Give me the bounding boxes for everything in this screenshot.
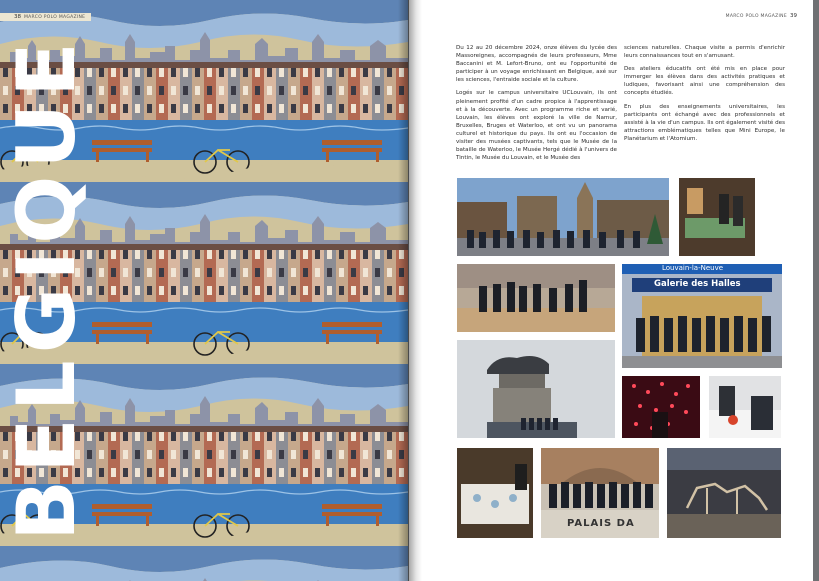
- spine-shadow: [398, 0, 422, 581]
- palais-inscription: PALAIS DA: [567, 518, 635, 529]
- sign-gallery-name: Galerie des Halles: [654, 279, 741, 289]
- photo-beach-group: [457, 264, 615, 332]
- photo-waterloo-lion: [457, 340, 615, 438]
- photo-light-installation: [622, 376, 700, 438]
- page-title: [0, 35, 97, 541]
- article-column-2: [624, 44, 785, 148]
- magazine-name: MARCO POLO MAGAZINE: [725, 13, 787, 19]
- paragraph: Des ateliers éducatifs ont été mis en place pour immerger les élèves dans des activités pratiques et ludiques, favorisant ainsi une compréhension des concepts étudiés.: [624, 66, 785, 97]
- photo-museum-skeletons: [667, 448, 781, 538]
- paragraph: Logés sur le campus universitaire UCLouvain, ils ont pleinement profité d'un cadre propice à l'apprentissage et à la découverte. Avec un programme riche et varié, Louvain, les élèves ont exploré la ville de Namur, Bruxelles, Bruges et Waterloo, et ont vu un panorama culturel et historique du pays. Ils ont eu l'occasion de visiter des musées captivants, tels que le Musée de la bataille de Waterloo, le Musée Hergé dédié à l'univers de Tintin, le Musée du Louvain, et le Musée des: [456, 90, 617, 162]
- photo-galerie-des-halles: [622, 264, 782, 368]
- paragraph: En plus des enseignements universitaires, les participants ont échangé avec des professionnels et assisté à la vie d'un campus. Ils ont également visité des attractions emblématiques telles que Mini Europe, le Planétarium et l'Atomium.: [624, 103, 785, 142]
- photo-palais-group: [541, 448, 659, 538]
- photo-grand-place-group: [457, 178, 669, 256]
- photo-indoor-workshop: [679, 178, 755, 256]
- photo-interactive-table: [457, 448, 533, 538]
- paragraph: Du 12 au 20 décembre 2024, onze élèves du lycée des Massoreignes, accompagnés de leurs professeurs, Mme Baccanini et M. Lefort-Bruno, ont eu l'opportunité de participer à un voyage enrichissant en Belgique, axé sur les sciences, l'entraide sociale et la culture.: [456, 45, 617, 84]
- left-page-header: [0, 13, 91, 21]
- page-title-text: BELGIQUE: [0, 35, 93, 541]
- article-column-1: [456, 44, 617, 167]
- left-page: [0, 0, 408, 581]
- photo-lab-activity: [709, 376, 781, 438]
- page-number: 38: [14, 14, 21, 20]
- right-page-header: [726, 13, 797, 19]
- page-number: 39: [790, 13, 797, 19]
- right-page: [409, 0, 813, 581]
- magazine-name: MARCO POLO MAGAZINE: [24, 14, 86, 20]
- paragraph: sciences naturelles. Chaque visite a permis d'enrichir leurs connaissances tout en s'amusant.: [624, 45, 785, 60]
- sign-town-name: Louvain-la-Neuve: [662, 264, 724, 272]
